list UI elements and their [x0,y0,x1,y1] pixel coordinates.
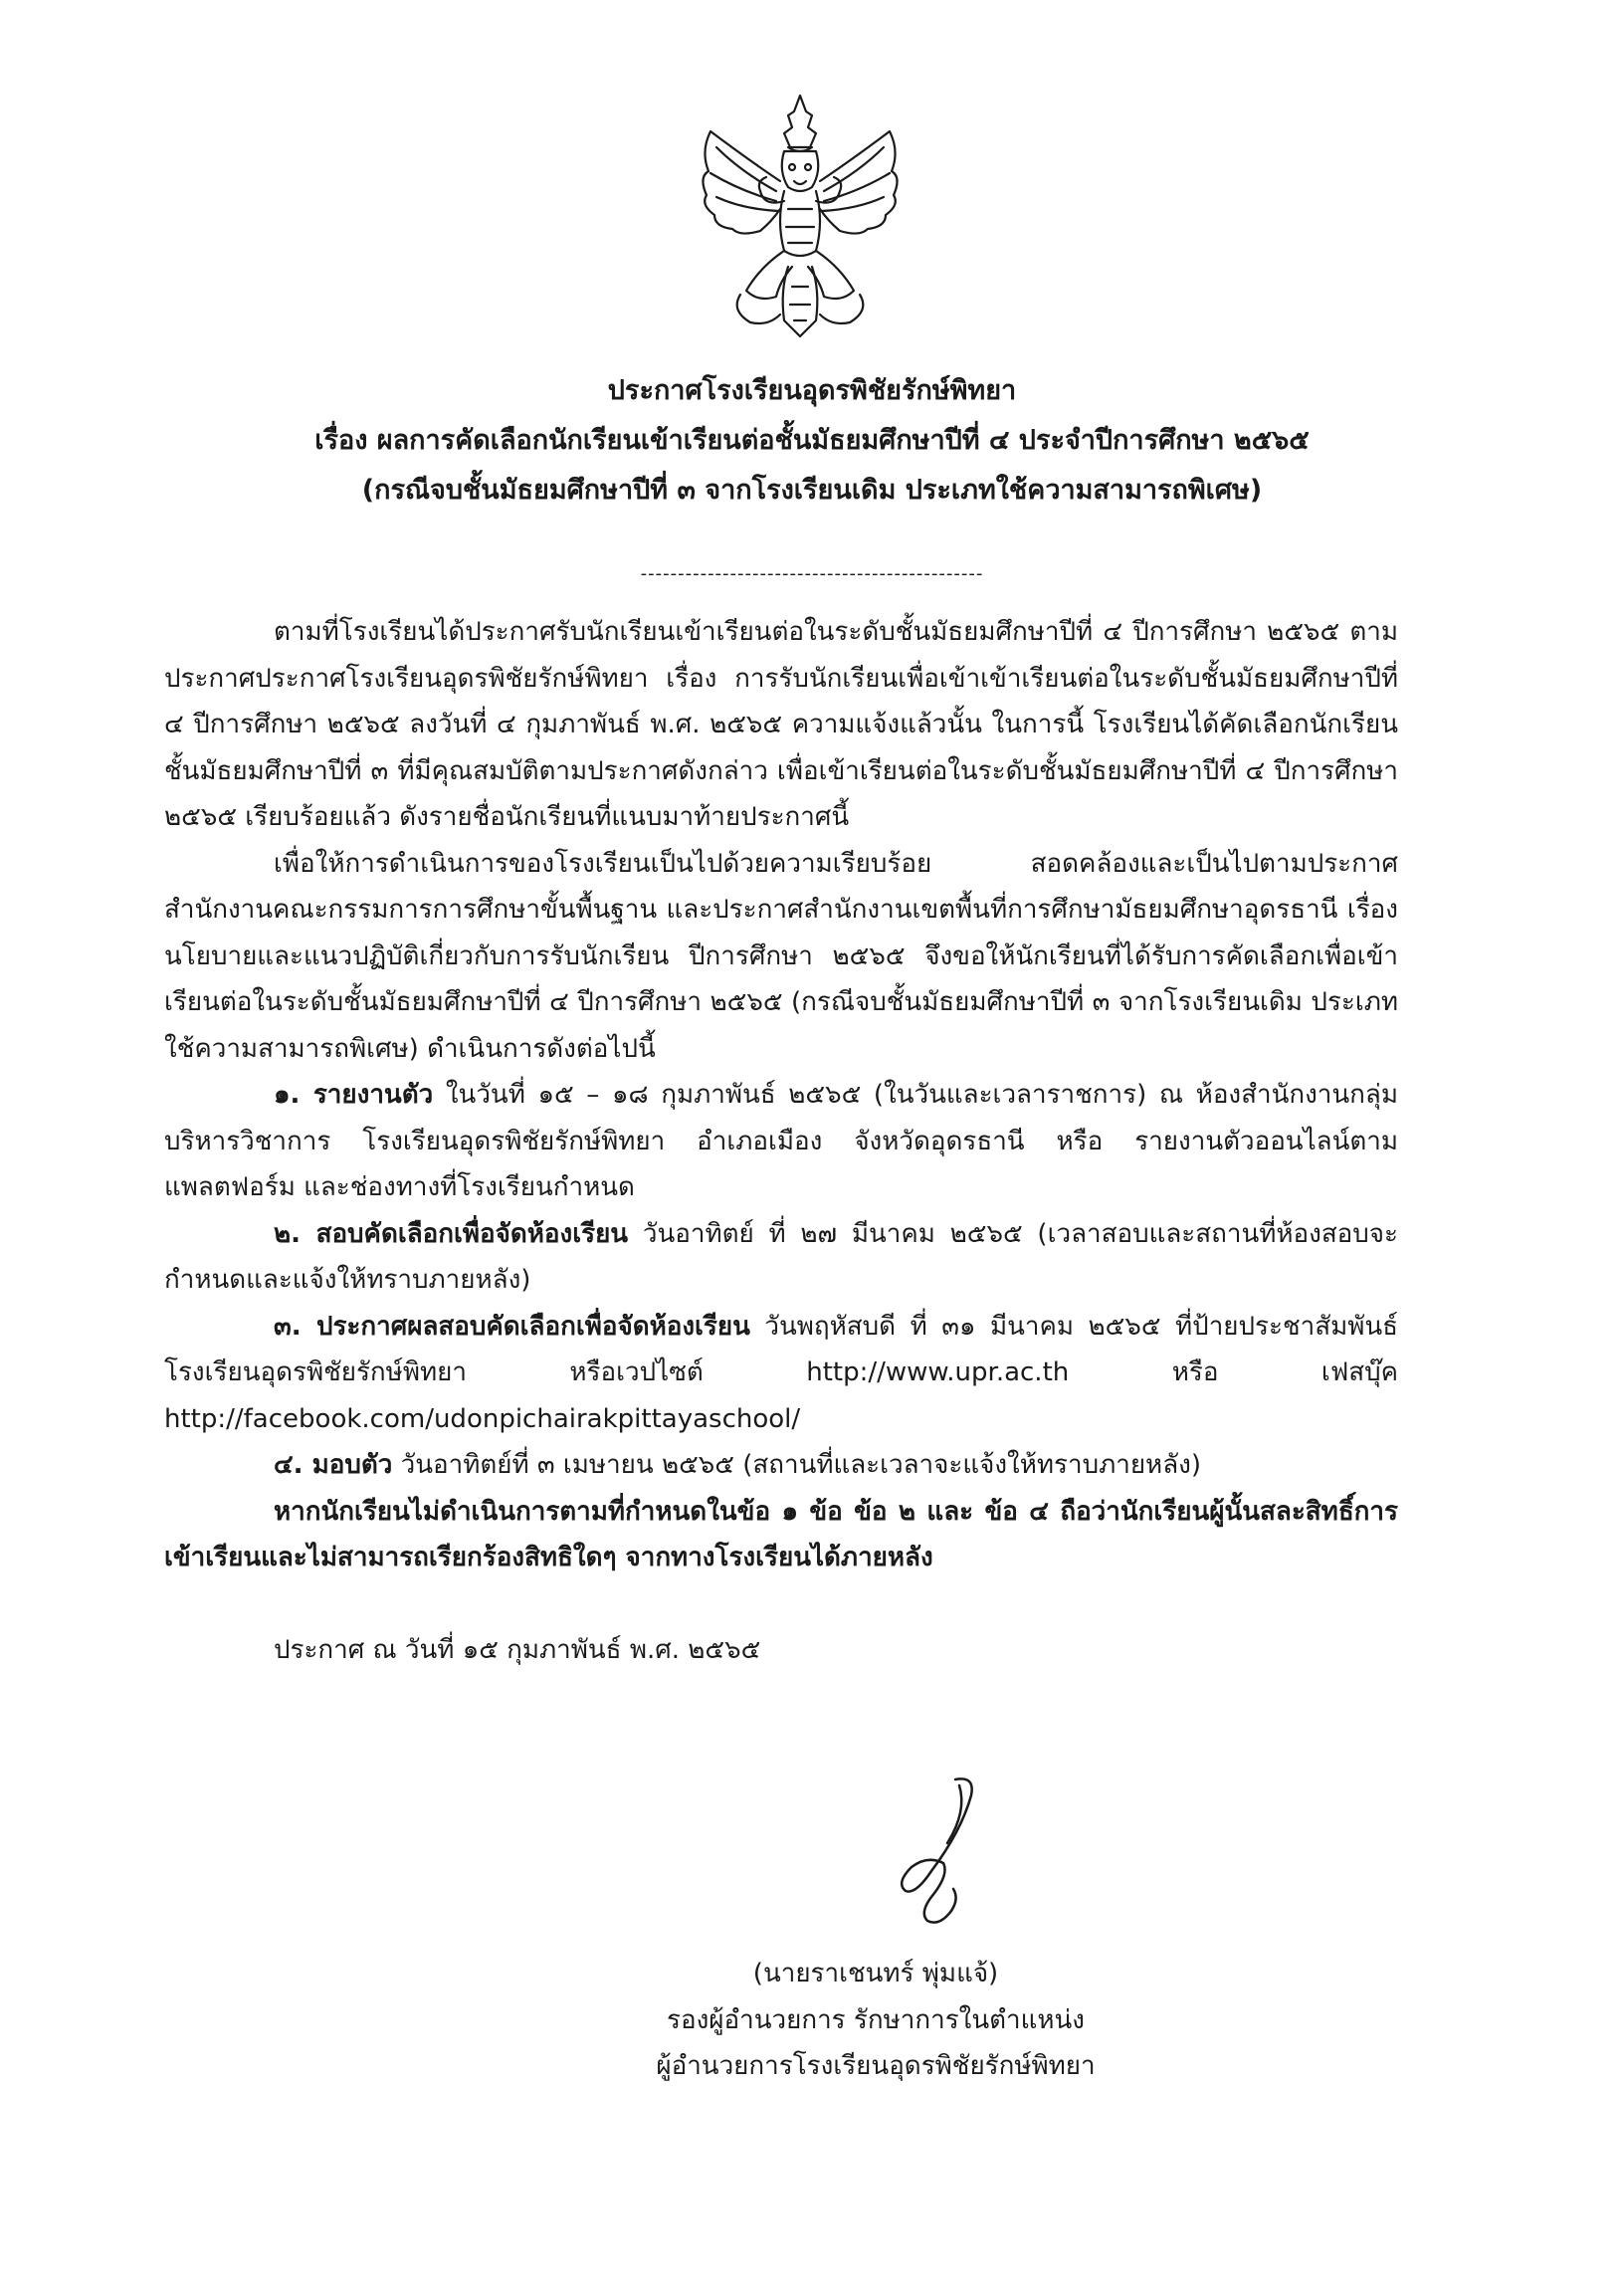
announcement-heading [199,366,1425,516]
signer-name: (นายราเชนทร์ พุ่มแจ้) [752,1959,999,1988]
step-3 [164,1304,1398,1443]
heading-subtitle: (กรณีจบชั้นมัธยมศึกษาปีที่ ๓ จากโรงเรียนเดิม ประเภทใช้ความสามารถพิเศษ) [361,475,1263,506]
garuda-emblem-icon [681,92,919,340]
step-4-label: ๔. มอบตัว [274,1450,393,1480]
heading-school: ประกาศโรงเรียนอุดรพิชัยรักษ์พิทยา [607,375,1017,406]
announcement-body [164,609,1398,1673]
paragraph-procedure: เพื่อให้การดำเนินการของโรงเรียนเป็นไปด้วยความเรียบร้อย สอดคล้องและเป็นไปตามประกาศสำนักงานคณะกรรมการการศึกษาขั้นพื้นฐาน และประกาศสำนักงานเขตพื้นที่การศึกษามัธยมศึกษาอุดรธานี เรื่อง นโยบายและแนวปฏิบัติเกี่ยวกับการรับนักเรียน ปีการศึกษา ๒๕๖๕ จึงขอให้นักเรียนที่ได้รับการคัดเลือกเพื่อเข้าเรียนต่อในระดับชั้นมัธยมศึกษาปีที่ ๔ ปีการศึกษา ๒๕๖๕ (กรณีจบชั้นมัธยมศึกษาปีที่ ๓ จากโรงเรียนเดิม ประเภทใช้ความสามารถพิเศษ) ดำเนินการดังต่อไปนี้ [164,848,1398,1064]
step-2-text: วันอาทิตย์ ที่ ๒๗ มีนาคม ๒๕๖๕ (เวลาสอบและสถานที่ห้องสอบจะกำหนดและแจ้งให้ทราบภายหลัง) [164,1218,1399,1295]
signer-title: ผู้อำนวยการโรงเรียนอุดรพิชัยรักษ์พิทยา [656,2051,1096,2081]
signer-position: รองผู้อำนวยการ รักษาการในตำแหน่ง [667,2004,1085,2035]
announce-date: ประกาศ ณ วันที่ ๑๕ กุมภาพันธ์ พ.ศ. ๒๕๖๕ [274,1634,761,1665]
step-3-label: ๓. ประกาศผลสอบคัดเลือกเพื่อจัดห้องเรียน [274,1311,750,1342]
signer-block [647,1951,1105,2090]
step-1-label: ๑. รายงานตัว [274,1080,434,1110]
signature-icon [836,1772,1035,1941]
step-3-text: วันพฤหัสบดี ที่ ๓๑ มีนาคม ๒๕๖๕ ที่ป้ายประชาสัมพันธ์โรงเรียนอุดรพิชัยรักษ์พิทยา หรือเวปไซต์ http://www.upr.ac.th หรือ เฟสบุ๊ค http://facebook.com/udonpichairakpittayaschool/ [164,1311,1398,1434]
step-1 [164,1072,1398,1211]
heading-subject: เรื่อง ผลการคัดเลือกนักเรียนเข้าเรียนต่อชั้นมัธยมศึกษาปีที่ ๔ ประจำปีการศึกษา ๒๕๖๕ [314,425,1310,456]
step-4 [164,1442,1398,1489]
separator-line: ---------------------------------------------- [640,563,984,584]
step-2 [164,1211,1398,1304]
step-4-text: วันอาทิตย์ที่ ๓ เมษายน ๒๕๖๕ (สถานที่และเวลาจะแจ้งให้ทราบภายหลัง) [392,1450,1201,1480]
step-2-label: ๒. สอบคัดเลือกเพื่อจัดห้องเรียน [274,1218,629,1249]
step-1-text: ในวันที่ ๑๕ – ๑๘ กุมภาพันธ์ ๒๕๖๕ (ในวันและเวลาราชการ) ณ ห้องสำนักงานกลุ่มบริหารวิชาการ โรงเรียนอุดรพิชัยรักษ์พิทยา อำเภอเมือง จังหวัดอุดรธานี หรือ รายงานตัวออนไลน์ตามแพลตฟอร์ม และช่องทางที่โรงเรียนกำหนด [164,1080,1398,1202]
paragraph-intro: ตามที่โรงเรียนได้ประกาศรับนักเรียนเข้าเรียนต่อในระดับชั้นมัธยมศึกษาปีที่ ๔ ปีการศึกษา ๒๕๖๕ ตามประกาศประกาศโรงเรียนอุดรพิชัยรักษ์พิทยา เรื่อง การรับนักเรียนเพื่อเข้าเข้าเรียนต่อในระดับชั้นมัธยมศึกษาปีที่ ๔ ปีการศึกษา ๒๕๖๕ ลงวันที่ ๔ กุมภาพันธ์ พ.ศ. ๒๕๖๕ ความแจ้งแล้วนั้น ในการนี้ โรงเรียนได้คัดเลือกนักเรียน ชั้นมัธยมศึกษาปีที่ ๓ ที่มีคุณสมบัติตามประกาศดังกล่าว เพื่อเข้าเรียนต่อในระดับชั้นมัธยมศึกษาปีที่ ๔ ปีการศึกษา ๒๕๖๕ เรียบร้อยแล้ว ดังรายชื่อนักเรียนที่แนบมาท้ายประกาศนี้ [164,617,1398,832]
warning-paragraph: หากนักเรียนไม่ดำเนินการตามที่กำหนดในข้อ ๑ ข้อ ข้อ ๒ และ ข้อ ๔ ถือว่านักเรียนผู้นั้นสละสิทธิ์การเข้าเรียนและไม่สามารถเรียกร้องสิทธิใดๆ จากทางโรงเรียนได้ภายหลัง [164,1496,1398,1572]
